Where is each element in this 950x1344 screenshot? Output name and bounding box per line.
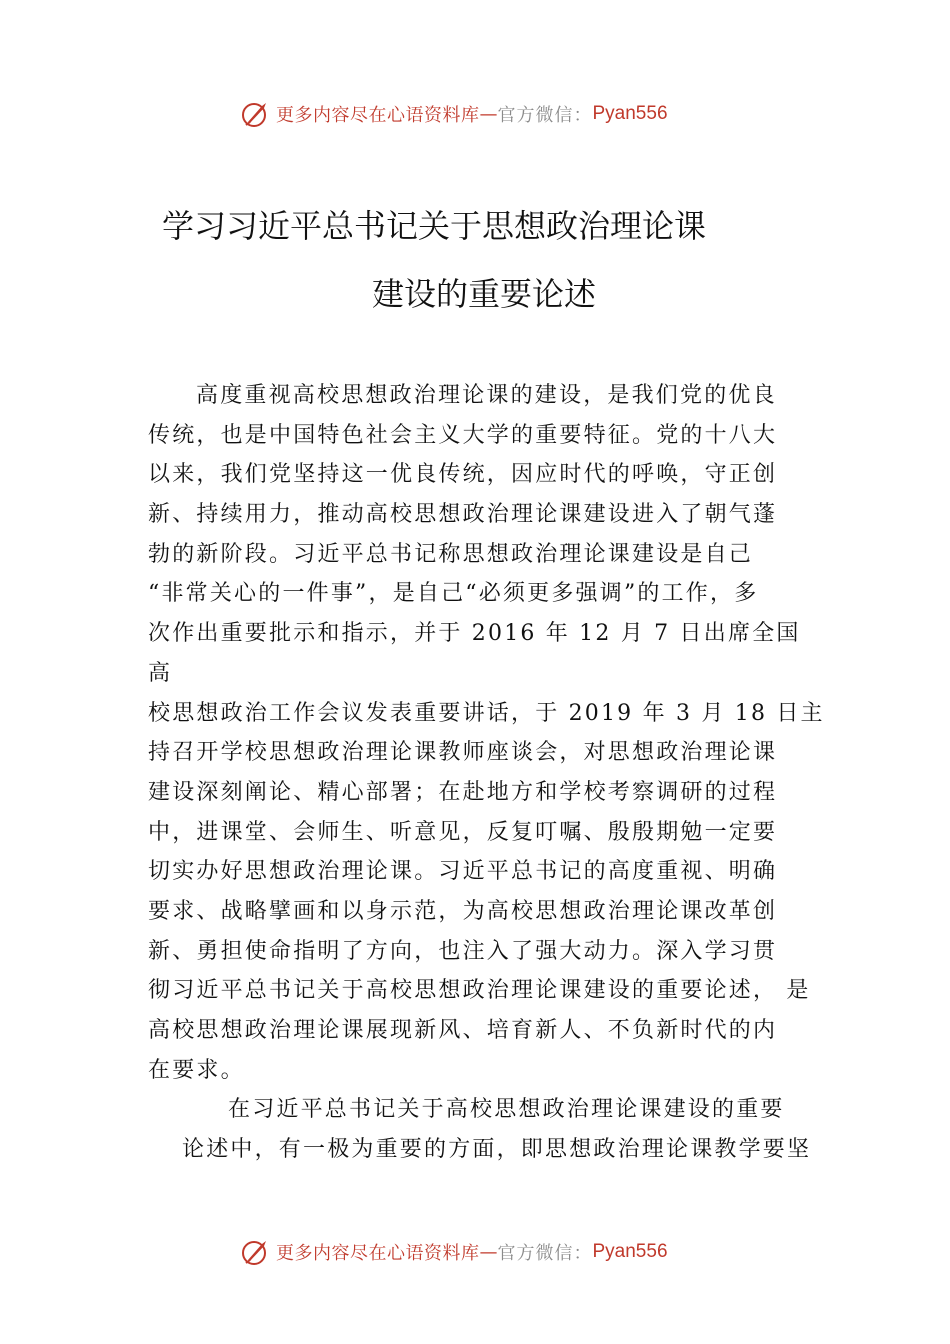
banner-site-name: 更多内容尽在心语资料库 <box>276 1243 480 1264</box>
banner-wechat-id: Pyan556 <box>592 103 668 124</box>
body-line: 次作出重要批示和指示，并于 2016 年 12 月 7 日出席全国 <box>148 621 801 647</box>
body-line: 勃的新阶段。习近平总书记称思想政治理论课建设是自己 <box>148 541 754 567</box>
banner-site-name: 更多内容尽在心语资料库 <box>276 105 480 126</box>
body-line: 新、持续用力，推动高校思想政治理论课建设进入了朝气蓬 <box>148 502 778 528</box>
body-line: 传统，也是中国特色社会主义大学的重要特征。党的十八大 <box>148 422 778 448</box>
body-line: 高度重视高校思想政治理论课的建设，是我们党的优良 <box>196 383 777 408</box>
quill-logo-icon <box>240 1236 272 1268</box>
banner-separator: — <box>479 103 498 125</box>
body-line: 新、勇担使命指明了方向，也注入了强大动力。深入学习贯 <box>148 938 778 964</box>
body-line: 在习近平总书记关于高校思想政治理论课建设的重要 <box>228 1097 785 1123</box>
body-line: 高 <box>148 660 173 686</box>
body-line: 在要求。 <box>148 1057 245 1083</box>
document-title-line-2: 建设的重要论述 <box>372 275 597 313</box>
footer-banner <box>240 1234 760 1270</box>
body-line: 持召开学校思想政治理论课教师座谈会，对思想政治理论课 <box>148 740 778 766</box>
banner-separator: — <box>479 1241 498 1263</box>
body-line: 以来，我们党坚持这一优良传统，因应时代的呼唤，守正创 <box>148 462 778 488</box>
body-line: 要求、战略擘画和以身示范，为高校思想政治理论课改革创 <box>148 898 778 924</box>
body-line: 高校思想政治理论课展现新风、培育新人、不负新时代的内 <box>148 1018 778 1043</box>
header-banner <box>240 96 760 132</box>
body-line: 建设深刻阐论、精心部署；在赴地方和学校考察调研的过程 <box>148 779 778 805</box>
banner-wechat-id: Pyan556 <box>592 1241 668 1262</box>
banner-wechat-label: 官方微信： <box>497 1243 593 1264</box>
document-title-line-1: 学习习近平总书记关于思想政治理论课 <box>162 207 707 245</box>
quill-logo-icon <box>240 98 272 130</box>
body-line: 中，进课堂、会师生、听意见，反复叮嘱、殷殷期勉一定要 <box>148 819 778 845</box>
banner-wechat-label: 官方微信： <box>497 105 593 126</box>
body-line: 论述中，有一极为重要的方面，即思想政治理论课教学要坚 <box>182 1137 812 1163</box>
body-line: 校思想政治工作会议发表重要讲话，于 2019 年 3 月 18 日主 <box>148 700 825 726</box>
body-line: 切实办好思想政治理论课。习近平总书记的高度重视、明确 <box>148 859 778 885</box>
document-body <box>148 376 828 1170</box>
body-line: “非常关心的一件事”，是自己“必须更多强调”的工作，多 <box>148 581 759 607</box>
body-line: 彻习近平总书记关于高校思想政治理论课建设的重要论述， 是 <box>148 978 811 1004</box>
